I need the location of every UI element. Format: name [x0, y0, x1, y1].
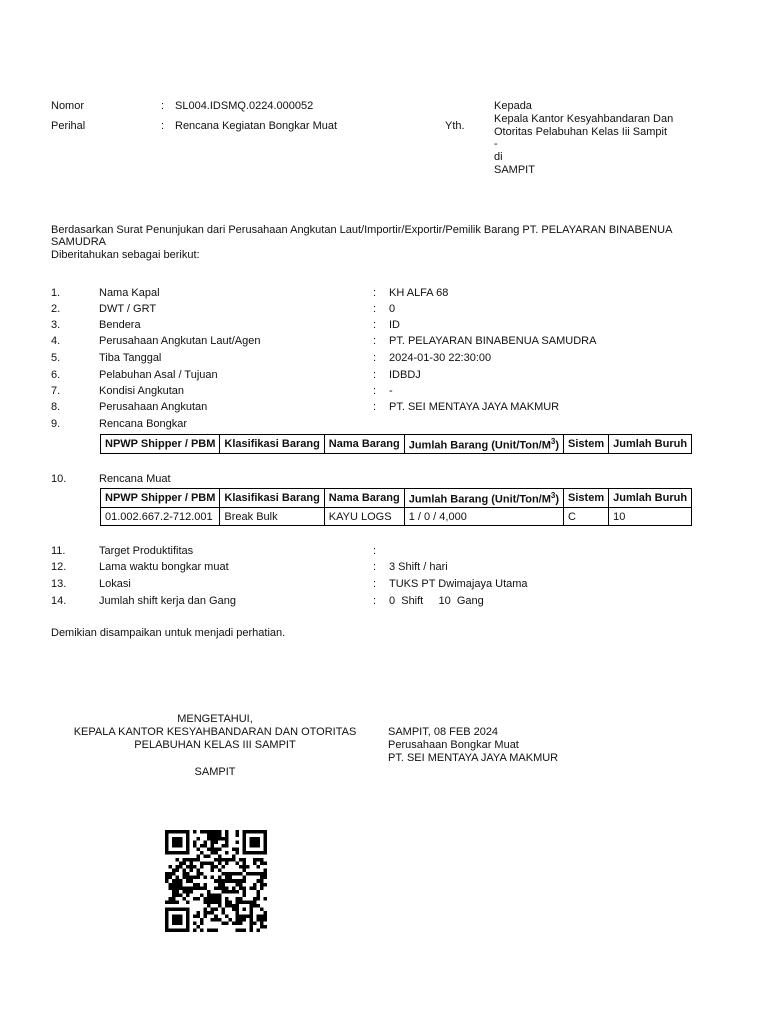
item-number: 3. — [51, 319, 61, 331]
header-jumlah — [404, 489, 563, 508]
item-number: 4. — [51, 335, 61, 347]
item-value: KH ALFA 68 — [389, 287, 449, 299]
header-nama: Nama Barang — [324, 435, 404, 454]
item-row — [0, 545, 768, 559]
item-value: 3 Shift / hari — [389, 561, 448, 573]
header-buruh: Jumlah Buruh — [609, 435, 692, 454]
yth-label: Yth. — [445, 120, 465, 132]
table-header-row — [101, 489, 692, 508]
item-value: 0 Shift 10 Gang — [389, 595, 484, 607]
header-jumlah — [404, 435, 563, 454]
perihal-value: Rencana Kegiatan Bongkar Muat — [175, 120, 338, 132]
header-jumlah-close: ) — [555, 493, 560, 506]
item-value: 0 — [389, 303, 396, 315]
intro-paragraph — [51, 224, 721, 261]
header-nama: Nama Barang — [324, 489, 404, 508]
item-row — [0, 473, 768, 487]
item-value: - — [389, 385, 393, 397]
item-colon: : — [373, 319, 377, 331]
signature-line: MENGETAHUI, — [177, 713, 253, 725]
item-row — [0, 303, 768, 317]
item-row — [0, 385, 768, 399]
item-number: 1. — [51, 287, 61, 299]
item-number: 10. — [51, 473, 67, 485]
item-label: Perusahaan Angkutan Laut/Agen — [99, 335, 261, 347]
item-colon: : — [373, 335, 377, 347]
signature-line — [60, 753, 370, 766]
item-row — [0, 319, 768, 333]
header-sistem: Sistem — [564, 489, 609, 508]
item-colon: : — [373, 578, 377, 590]
item-colon: : — [373, 303, 377, 315]
signature-line: SAMPIT, 08 FEB 2024 — [388, 726, 499, 738]
signature-line: Perusahaan Bongkar Muat — [388, 739, 519, 752]
item-colon: : — [373, 385, 377, 397]
header-npwp: NPWP Shipper / PBM — [101, 489, 220, 508]
item-value: 2024-01-30 22:30:00 — [389, 352, 492, 364]
header-sistem: Sistem — [564, 435, 609, 454]
item-label: Rencana Muat — [99, 473, 171, 485]
nomor-colon: : — [161, 100, 165, 112]
header-buruh: Jumlah Buruh — [609, 489, 692, 508]
item-label: Lama waktu bongkar muat — [99, 561, 229, 573]
item-label: Tiba Tanggal — [99, 352, 162, 364]
address-line: Otoritas Pelabuhan Kelas Iii Sampit — [494, 125, 668, 138]
item-row — [0, 578, 768, 592]
item-label: Kondisi Angkutan — [99, 385, 185, 397]
item-value: IDBDJ — [389, 369, 421, 381]
item-colon: : — [373, 561, 377, 573]
table-row — [101, 508, 692, 526]
item-label: Jumlah shift kerja dan Gang — [99, 595, 236, 607]
item-label: Nama Kapal — [99, 287, 160, 299]
header-jumlah-text: Jumlah Barang (Unit/Ton/M — [408, 493, 551, 506]
bongkar-table — [100, 434, 692, 454]
header-npwp: NPWP Shipper / PBM — [101, 435, 220, 454]
perihal-colon: : — [161, 120, 165, 132]
table-header-row — [101, 435, 692, 454]
item-label: Perusahaan Angkutan — [99, 401, 208, 413]
muat-table — [100, 488, 692, 526]
cell-buruh: 10 — [609, 508, 692, 526]
address-line: Kepada — [494, 100, 532, 112]
signature-line: PELABUHAN KELAS III SAMPIT — [134, 739, 296, 752]
item-colon: : — [373, 595, 377, 607]
header-jumlah-superscript: 3 — [550, 436, 556, 446]
item-number: 14. — [51, 595, 67, 607]
item-colon: : — [373, 287, 377, 299]
cell-nama: KAYU LOGS — [324, 508, 404, 526]
item-number: 12. — [51, 561, 67, 573]
recipient-address — [494, 100, 714, 177]
item-colon: : — [373, 545, 377, 557]
cell-klasifikasi: Break Bulk — [220, 508, 324, 526]
item-row — [0, 401, 768, 415]
signature-right — [388, 726, 558, 766]
item-label: DWT / GRT — [99, 303, 157, 315]
item-number: 2. — [51, 303, 61, 315]
item-row — [0, 335, 768, 349]
cell-sistem: C — [564, 508, 609, 526]
cell-npwp: 01.002.667.2-712.001 — [101, 508, 220, 526]
header-klasifikasi: Klasifikasi Barang — [220, 435, 324, 454]
item-label: Bendera — [99, 319, 141, 331]
item-value: TUKS PT Dwimajaya Utama — [389, 578, 528, 590]
address-line: di — [494, 151, 503, 164]
item-number: 13. — [51, 578, 67, 590]
nomor-label: Nomor — [51, 100, 85, 112]
item-label: Rencana Bongkar — [99, 418, 188, 430]
cell-jumlah: 1 / 0 / 4,000 — [404, 508, 563, 526]
item-colon: : — [373, 401, 377, 413]
item-label: Target Produktifitas — [99, 545, 194, 557]
item-row — [0, 595, 768, 609]
item-row — [0, 369, 768, 383]
item-number: 5. — [51, 352, 61, 364]
nomor-value: SL004.IDSMQ.0224.000052 — [175, 100, 314, 112]
item-number: 6. — [51, 369, 61, 381]
perihal-label: Perihal — [51, 120, 86, 132]
header-jumlah-close: ) — [555, 439, 560, 452]
address-line: Kepala Kantor Kesyahbandaran Dan — [494, 112, 674, 125]
signature-line: SAMPIT — [194, 765, 236, 778]
item-label: Pelabuhan Asal / Tujuan — [99, 369, 218, 381]
address-line: SAMPIT — [494, 163, 535, 176]
address-line: - — [494, 138, 498, 151]
header-jumlah-text: Jumlah Barang (Unit/Ton/M — [408, 439, 551, 452]
item-row — [0, 287, 768, 301]
item-value: PT. PELAYARAN BINABENUA SAMUDRA — [389, 335, 597, 347]
signature-line: PT. SEI MENTAYA JAYA MAKMUR — [388, 752, 559, 765]
item-value: PT. SEI MENTAYA JAYA MAKMUR — [389, 401, 560, 413]
item-row — [0, 352, 768, 366]
item-number: 7. — [51, 385, 61, 397]
item-colon: : — [373, 352, 377, 364]
item-label: Lokasi — [99, 578, 131, 590]
item-number: 8. — [51, 401, 61, 413]
qr-code-icon — [163, 830, 269, 932]
item-row — [0, 561, 768, 575]
intro-line: Berdasarkan Surat Penunjukan dari Perusahaan Angkutan Laut/Importir/Exportir/Pemilik Barang PT. PELAYARAN BINABENUA SAMUDRA — [51, 224, 672, 249]
closing-text: Demikian disampaikan untuk menjadi perhatian. — [51, 627, 286, 639]
item-colon: : — [373, 369, 377, 381]
header-klasifikasi: Klasifikasi Barang — [220, 489, 324, 508]
item-number: 11. — [51, 545, 66, 557]
item-number: 9. — [51, 418, 61, 430]
signature-left — [60, 713, 370, 779]
item-row — [0, 418, 768, 432]
signature-line: KEPALA KANTOR KESYAHBANDARAN DAN OTORITAS — [73, 726, 357, 739]
intro-line: Diberitahukan sebagai berikut: — [51, 248, 200, 261]
item-value: ID — [389, 319, 400, 331]
header-jumlah-superscript: 3 — [550, 490, 556, 500]
